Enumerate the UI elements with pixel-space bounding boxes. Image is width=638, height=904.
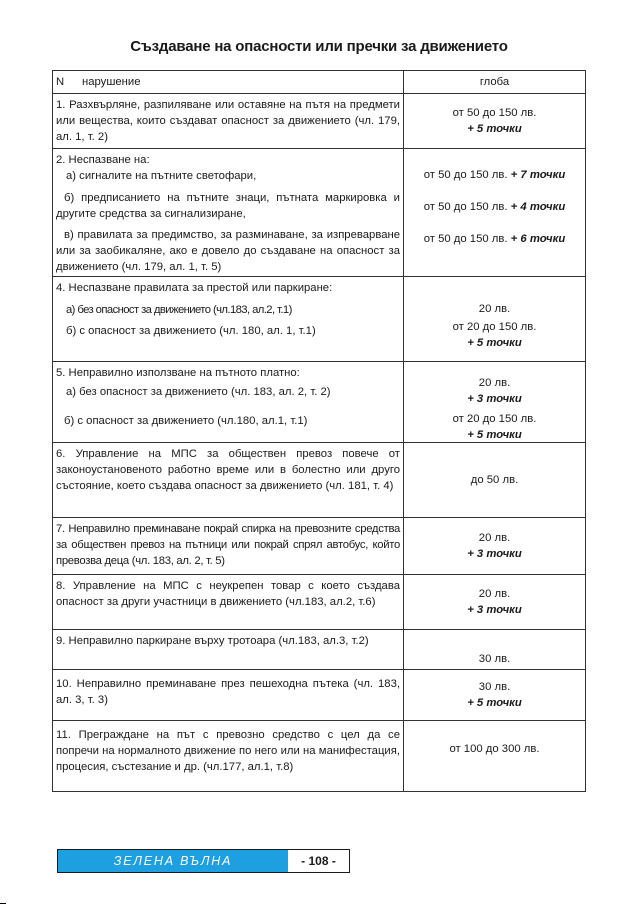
violation-cell <box>53 362 404 442</box>
fine-points: + 4 точки <box>510 201 566 213</box>
violation-subitem: а) сигналите на пътните светофари, <box>66 170 257 182</box>
fine-amount: от 20 до 150 лв. <box>452 413 537 425</box>
fine-amount: 20 лв. <box>478 303 511 315</box>
table-row <box>53 149 585 277</box>
fine-cell <box>404 362 585 442</box>
fine-amount: от 50 до 150 лв. <box>423 201 508 213</box>
table-row <box>53 721 585 792</box>
violation-subitem: б) с опасност за движението (чл.180, ал.1, т.1) <box>64 415 308 427</box>
fine-cell <box>404 518 585 574</box>
violation-cell <box>53 149 404 276</box>
table-row <box>53 670 585 721</box>
fine-amount: 30 лв. <box>478 653 511 665</box>
violation-head: 4. Неспазване правилата за престой или паркиране: <box>56 282 333 294</box>
footer-brand: ЗЕЛЕНА ВЪЛНА <box>58 850 288 872</box>
violation-subitem: в) правилата за предимство, за разминаване, за изпреварване или за заобикаляне, ако е довело до създаване на опасност за движението (чл. 179, ал. 1, т. 5) <box>56 229 400 273</box>
table-row <box>53 630 585 670</box>
violation-subitem: а) без опасност за движението (чл.183, ал.2, т.1) <box>66 304 292 316</box>
violation-cell: 1. Разхвърляне, разпиляване или оставяне на пътя на предмети или вещества, които създават опасност за движението (чл. 179, ал. 1, т. 2) <box>53 94 404 148</box>
table-row <box>53 277 585 362</box>
fine-amount: от 50 до 150 лв. <box>452 107 537 119</box>
violation-cell: 9. Неправилно паркиране върху тротоара (чл.183, ал.3, т.2) <box>53 630 404 669</box>
violation-cell: 11. Преграждане на път с превозно средство с цел да се попречи на нормалното движение по него или на манифестация, процесия, състезание и др. (чл.177, ал.1, т.8) <box>53 721 404 791</box>
fine-points: + 5 точки <box>467 337 522 349</box>
violation-subitem: б) предписанието на пътните знаци, пътната маркировка и другите средства за сигнализиране, <box>56 192 400 220</box>
table-row <box>53 362 585 443</box>
violation-cell <box>53 277 404 361</box>
fine-amount: от 20 до 150 лв. <box>452 321 537 333</box>
fine-amount: 20 лв. <box>478 532 511 544</box>
fine-cell <box>404 94 585 148</box>
fine-points: + 5 точки <box>467 123 522 135</box>
fine-amount: от 50 до 150 лв. <box>423 233 508 245</box>
violation-subitem: б) с опасност за движението (чл. 180, ал. 1, т.1) <box>66 325 316 337</box>
fine-amount: 20 лв. <box>478 588 511 600</box>
table-row <box>53 443 585 518</box>
fine-points: + 6 точки <box>510 233 566 245</box>
violation-cell: 8. Управление на МПС с неукрепен товар с което създава опасност за други участници в движението (чл.183, ал.2, т.6) <box>53 575 404 629</box>
table-header <box>53 71 585 94</box>
fine-amount: от 50 до 150 лв. <box>423 169 508 181</box>
table-row <box>53 518 585 575</box>
header-violation: нарушение <box>82 76 141 88</box>
violation-cell: 6. Управление на МПС за обществен превоз повече от законоустановеното работно време или в болестно или друго състояние, което създава опасност за движението (чл. 181, т. 4) <box>53 443 404 517</box>
fine-cell <box>404 721 585 791</box>
fine-points: + 3 точки <box>467 604 522 616</box>
fine-points: + 3 точки <box>467 548 522 560</box>
page-footer <box>57 849 350 873</box>
fine-amount: от 100 до 300 лв. <box>449 743 540 755</box>
fine-amount: 30 лв. <box>478 681 511 693</box>
violation-head: 5. Неправилно използване на пътното платно: <box>56 367 300 379</box>
fine-points: + 3 точки <box>467 393 522 405</box>
crop-mark <box>0 897 6 904</box>
page-title: Създаване на опасности или пречки за движението <box>130 38 508 55</box>
fines-table <box>52 70 586 792</box>
fine-cell <box>404 443 585 517</box>
fine-amount: 20 лв. <box>478 377 511 389</box>
table-row <box>53 94 585 149</box>
violation-cell: 7. Неправилно преминаване покрай спирка на превозните средства за обществен превоз на пътници или покрай спрял автобус, който превозва деца (чл. 183, ал. 2, т. 5) <box>53 518 404 574</box>
fine-amount: до 50 лв. <box>470 474 519 486</box>
fine-cell <box>404 149 585 276</box>
fine-cell <box>404 277 585 361</box>
fine-cell <box>404 575 585 629</box>
fine-cell <box>404 630 585 669</box>
page-number: - 108 - <box>288 850 349 872</box>
fine-points: + 5 точки <box>467 429 522 441</box>
fine-cell <box>404 670 585 720</box>
header-number: N <box>56 76 65 88</box>
fine-points: + 7 точки <box>510 169 566 181</box>
violation-cell: 10. Неправилно преминаване през пешеходна пътека (чл. 183, ал. 3, т. 3) <box>53 670 404 720</box>
violation-head: 2. Неспазване на: <box>56 154 150 166</box>
fine-points: + 5 точки <box>467 697 522 709</box>
table-row <box>53 575 585 630</box>
violation-subitem: а) без опасност за движението (чл. 183, ал. 2, т. 2) <box>66 386 331 398</box>
header-fine: глоба <box>479 76 510 88</box>
